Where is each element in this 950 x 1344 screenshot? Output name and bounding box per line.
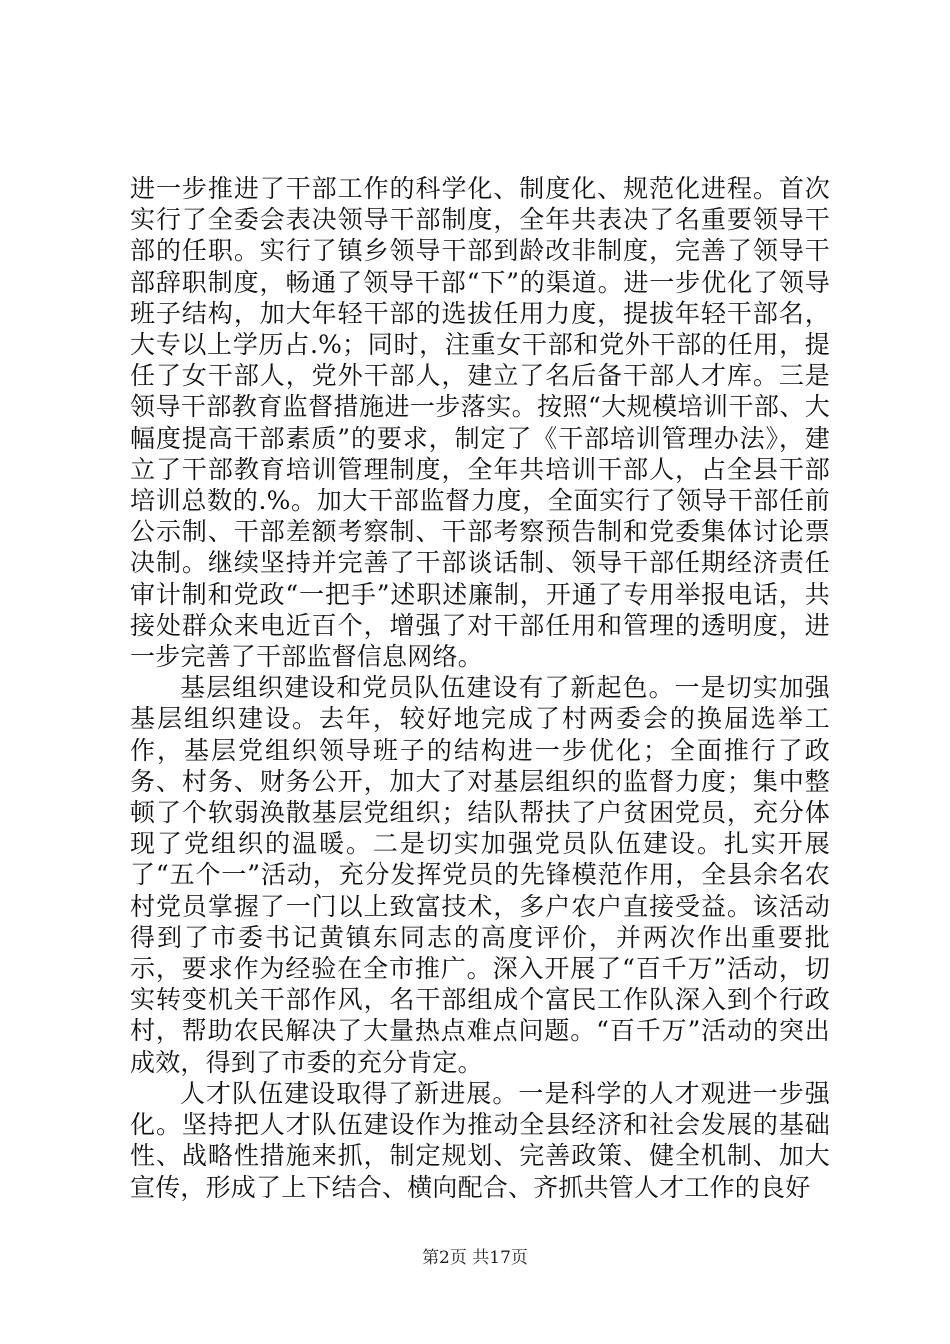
page-footer: 第2页 共17页 [422,1248,528,1268]
paragraph-talent-team: 人才队伍建设取得了新进展。一是科学的人才观进一步强化。坚持把人才队伍建设作为推动全县经济和社会发展的基础性、战略性措施来抓，制定规划、完善政策、健全机制、加大宣传，形成了上下结合、横向配合、齐抓共管人才工作的良好 [130,1078,830,1202]
paragraph-cadre-work: 进一步推进了干部工作的科学化、制度化、规范化进程。首次实行了全委会表决领导干部制度，全年共表决了名重要领导干部的任职。实行了镇乡领导干部到龄改非制度，完善了领导干部辞职制度，畅通了领导干部“下”的渠道。进一步优化了领导班子结构，加大年轻干部的选拔任用力度，提拔年轻干部名，大专以上学历占.%；同时，注重女干部和党外干部的任用，提任了女干部人，党外干部人，建立了名后备干部人才库。三是领导干部教育监督措施进一步落实。按照“大规模培训干部、大幅度提高干部素质”的要求，制定了《干部培训管理办法》，建立了干部教育培训管理制度，全年共培训干部人，占全县干部培训总数的.%。加大干部监督力度，全面实行了领导干部任前公示制、干部差额考察制、干部考察预告制和党委集体讨论票决制。继续坚持并完善了干部谈话制、领导干部任期经济责任审计制和党政“一把手”述职述廉制，开通了专用举报电话，共接处群众来电近百个，增强了对干部任用和管理的透明度，进一步完善了干部监督信息网络。 [130,174,830,672]
paragraph-grassroots-organization: 基层组织建设和党员队伍建设有了新起色。一是切实加强基层组织建设。去年，较好地完成了村两委会的换届选举工作，基层党组织领导班子的结构进一步优化；全面推行了政务、村务、财务公开，加大了对基层组织的监督力度；集中整顿了个软弱涣散基层党组织；结队帮扶了户贫困党员，充分体现了党组织的温暖。二是切实加强党员队伍建设。扎实开展了“五个一”活动，充分发挥党员的先锋模范作用，全县余名农村党员掌握了一门以上致富技术，多户农户直接受益。该活动得到了市委书记黄镇东同志的高度评价，并两次作出重要批示，要求作为经验在全市推广。深入开展了“百千万”活动，切实转变机关干部作风，名干部组成个富民工作队深入到个行政村，帮助农民解决了大量热点难点问题。“百千万”活动的突出成效，得到了市委的充分肯定。 [130,673,830,1077]
body-text [130,173,830,1203]
